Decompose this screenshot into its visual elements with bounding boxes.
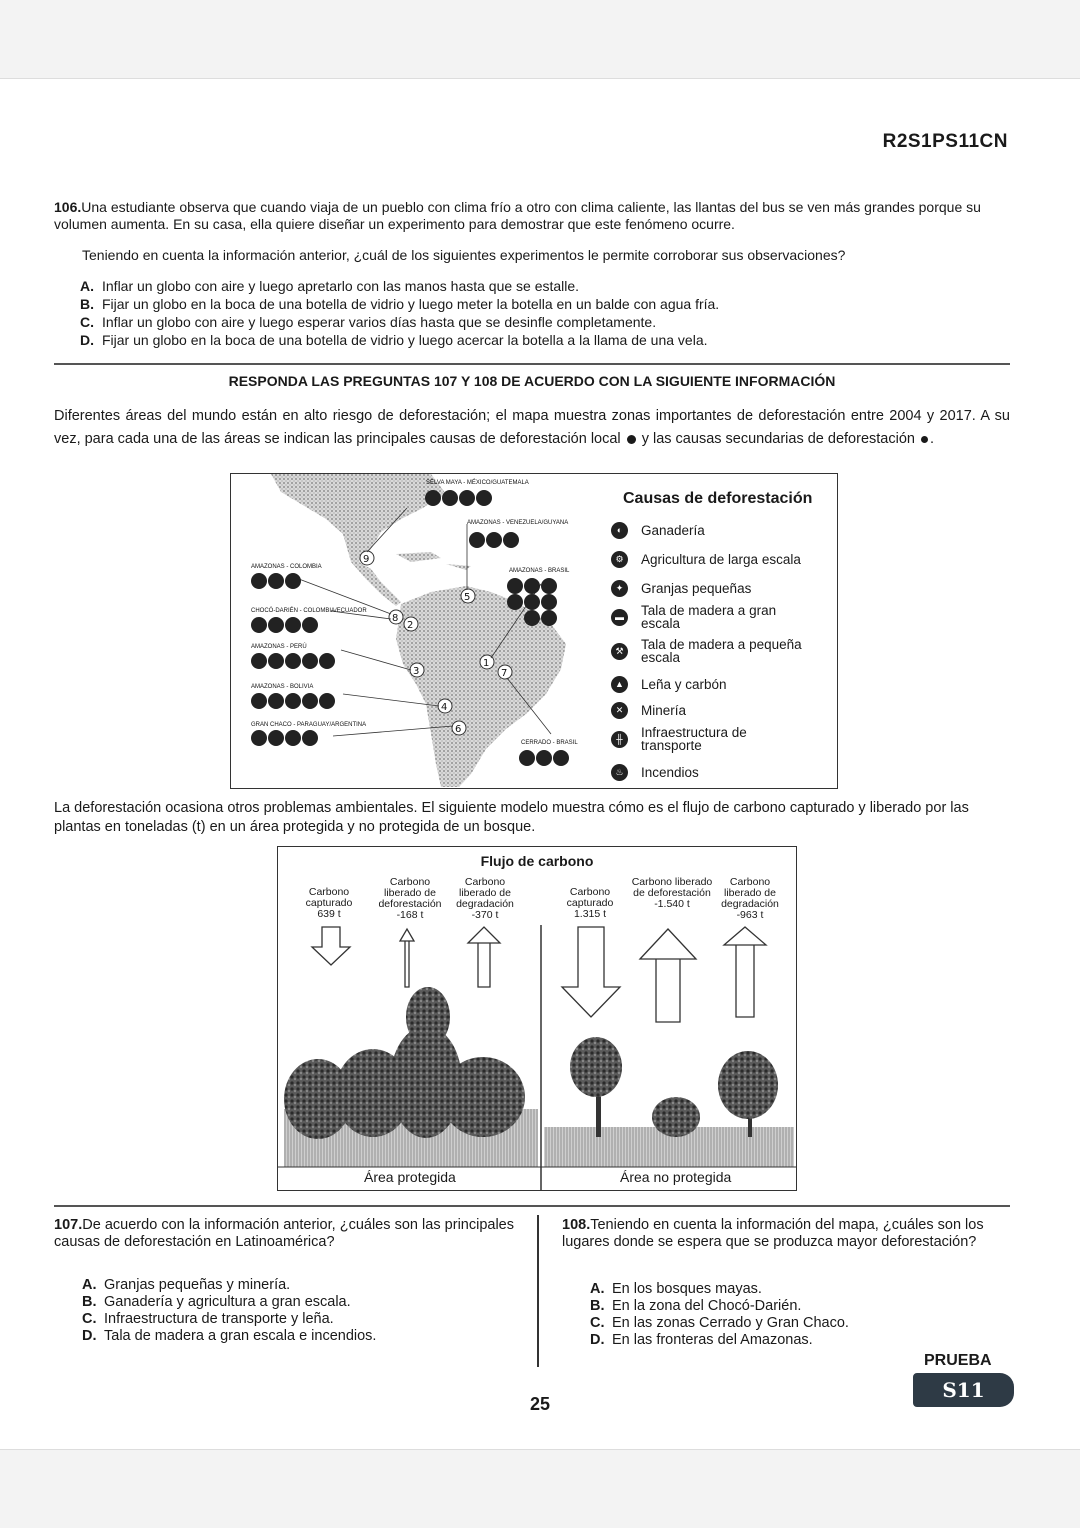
secondary-cause-dot-icon [921, 436, 928, 443]
tractor-icon: ⚙ [611, 551, 628, 568]
flux-title: Flujo de carbono [480, 853, 594, 869]
svg-text:4: 4 [441, 702, 448, 713]
unprotected-forest [544, 1037, 794, 1167]
question-106 [54, 199, 1014, 350]
map-marker-8 [389, 610, 403, 624]
question-stem: Una estudiante observa que cuando viaja de un pueblo con clima frío a otro con clima caliente, las llantas del bus se ven más grandes porque su volumen aumenta. En su casa, ella quiere diseñar un experimento para demostrar que este fenómeno ocurre. [54, 199, 981, 232]
option-d[interactable]: D. Tala de madera a gran escala e incendios. [82, 1328, 377, 1344]
protected-forest [284, 987, 538, 1167]
question-108 [562, 1217, 1014, 1349]
region-label-cerrado: CERRADO - BRASIL [521, 740, 578, 746]
protected-degrad-arrow [468, 927, 500, 987]
road-icon: ╫ [611, 731, 628, 748]
intro-paragraph: Diferentes áreas del mundo están en alto riesgo de deforestación; el mapa muestra zonas importantes de deforestación entre 2004 y 2017. A su vez, para cada una de las áreas se indican las principales causas de deforestación local y las causas secundarias de deforestación . [54, 408, 1010, 447]
legend [609, 474, 837, 787]
test-badge: S11 [913, 1373, 1014, 1407]
latin-america-map [231, 474, 613, 787]
farm-icon: ✦ [611, 580, 628, 597]
options-list [80, 278, 1014, 349]
options-list [590, 1281, 1014, 1349]
option-d[interactable]: D. En las fronteras del Amazonas. [590, 1332, 813, 1348]
question-107 [54, 1217, 514, 1345]
option-a[interactable]: A. Granjas pequeñas y minería. [82, 1277, 291, 1293]
venezuela-cause-icons [469, 532, 519, 548]
legend-item-agricultura: ⚙ Agricultura de larga escala [611, 551, 801, 568]
svg-text:8: 8 [392, 613, 399, 624]
svg-text:3: 3 [413, 666, 420, 677]
flux-illustration [278, 847, 796, 1190]
maya-cause-icons [425, 490, 492, 506]
unprotected-degrad-arrow [724, 927, 766, 1017]
primary-cause-dot-icon [627, 435, 636, 444]
option-a[interactable]: A. Inflar un globo con aire y luego apretarlo con las manos hasta que se estalle. [80, 278, 580, 294]
option-c[interactable]: C. En las zonas Cerrado y Gran Chaco. [590, 1315, 849, 1331]
region-label-chaco: GRAN CHACO - PARAGUAY/ARGENTINA [251, 722, 367, 728]
option-c[interactable]: C. Infraestructura de transporte y leña. [82, 1311, 334, 1327]
north-america-landmass [271, 474, 446, 562]
caribbean-islands [396, 552, 471, 570]
small-logging-icon: ⚒ [611, 643, 628, 660]
large-logging-icon: ▬ [611, 609, 628, 626]
protected-captured-arrow [312, 927, 350, 965]
legend-title: Causas de deforestación [623, 490, 813, 507]
divider [54, 1205, 1010, 1207]
protected-area-label: Área protegida [364, 1169, 456, 1185]
protected-deforest-arrow [400, 929, 414, 987]
mining-icon: ✕ [611, 702, 628, 719]
region-label-brasil: AMAZONAS - BRASIL [509, 568, 570, 574]
protected-captured-label: Carbono capturado 639 t [305, 886, 353, 920]
legend-item-granjas: ✦ Granjas pequeñas [611, 580, 751, 597]
question-stem: De acuerdo con la información anterior, ¿cuáles son las principales causas de deforestación en Latinoamérica? [54, 1217, 514, 1250]
svg-text:6: 6 [455, 724, 462, 735]
option-a[interactable]: A. En los bosques mayas. [590, 1281, 762, 1297]
fire-icon: ♨ [611, 764, 628, 781]
unprotected-captured-label: Carbono capturado 1.315 t [566, 886, 614, 920]
legend-item-tala-pequena: ⚒ Tala de madera a pequeña escala [611, 638, 811, 664]
cattle-icon: ◐ [611, 522, 628, 539]
option-b[interactable]: B. En la zona del Chocó-Darién. [590, 1298, 802, 1314]
page-number: 25 [529, 1394, 551, 1414]
choco-cause-icons [251, 617, 318, 633]
options-list [82, 1277, 514, 1345]
peru-cause-icons [251, 653, 335, 669]
colombia-cause-icons [251, 573, 301, 589]
region-label-bolivia: AMAZONAS - BOLIVIA [251, 684, 314, 690]
option-d[interactable]: D. Fijar un globo en la boca de una botella de vidrio y luego acercar la botella a la llama de una vela. [80, 332, 708, 348]
legend-item-infraestructura: ╫ Infraestructura de transporte [611, 726, 791, 752]
deforestation-map-figure [230, 473, 838, 789]
legend-item-mineria: ✕ Minería [611, 702, 686, 719]
cerrado-cause-icons [519, 750, 569, 766]
carbon-paragraph: La deforestación ocasiona otros problemas ambientales. El siguiente modelo muestra cómo es el flujo de carbono capturado y liberado por las plantas en toneladas (t) en un área protegida y no protegida de un bosque. [54, 800, 969, 835]
map-marker-2 [404, 617, 418, 631]
unprotected-degrad-label: Carbono liberado de degradación -963 t [721, 876, 779, 921]
legend-item-ganaderia: ◐ Ganadería [611, 522, 705, 539]
unprotected-captured-arrow [562, 927, 620, 1017]
region-label-peru: AMAZONAS - PERÚ [251, 644, 307, 650]
unprotected-deforest-label: Carbono liberado de deforestación -1.540 t [631, 876, 713, 910]
question-number: 108. [562, 1217, 591, 1233]
chaco-cause-icons [251, 730, 318, 746]
divider [54, 363, 1010, 365]
question-number: 107. [54, 1217, 83, 1233]
carbon-flux-figure [277, 846, 797, 1191]
bolivia-cause-icons [251, 693, 335, 709]
region-label-colombia: AMAZONAS - COLOMBIA [251, 564, 322, 570]
question-context: Teniendo en cuenta la información anterior, ¿cuál de los siguientes experimentos le permite corroborar sus observaciones? [82, 247, 846, 263]
exam-page [0, 78, 1080, 1450]
option-b[interactable]: B. Ganadería y agricultura a gran escala. [82, 1294, 351, 1310]
region-label-maya: SELVA MAYA - MÉXICO/GUATEMALA [426, 480, 529, 486]
option-c[interactable]: C. Inflar un globo con aire y luego esperar varios días hasta que se desinfle completamente. [80, 314, 657, 330]
firewood-icon: ▲ [611, 676, 628, 693]
prueba-label: PRUEBA [924, 1352, 992, 1369]
region-label-choco: CHOCÓ-DARIÉN - COLOMBIA/ECUADOR [251, 608, 367, 614]
map-marker-7 [498, 665, 512, 679]
protected-degrad-label: Carbono liberado de degradación -370 t [456, 876, 514, 921]
map-marker-6 [452, 721, 466, 735]
instruction-heading: RESPONDA LAS PREGUNTAS 107 Y 108 DE ACUERDO CON LA SIGUIENTE INFORMACIÓN [228, 373, 836, 389]
unprotected-deforest-arrow [640, 929, 696, 1022]
svg-text:9: 9 [363, 554, 370, 565]
map-marker-5 [461, 589, 475, 603]
unprotected-area-label: Área no protegida [620, 1169, 732, 1185]
svg-text:5: 5 [464, 592, 471, 603]
exam-code: R2S1PS11CN [882, 131, 1008, 152]
legend-item-tala-gran: ▬ Tala de madera a gran escala [611, 604, 811, 630]
question-stem: Teniendo en cuenta la información del mapa, ¿cuáles son los lugares donde se espera que se produzca mayor deforestación? [562, 1217, 984, 1250]
map-marker-3 [410, 663, 424, 677]
map-marker-9 [360, 551, 374, 565]
question-number: 106. [54, 199, 82, 215]
column-divider [537, 1215, 539, 1367]
svg-text:7: 7 [501, 668, 508, 679]
map-marker-4 [438, 699, 452, 713]
legend-item-lena: ▲ Leña y carbón [611, 676, 727, 693]
svg-text:1: 1 [483, 658, 490, 669]
protected-deforest-label: Carbono liberado de deforestación -168 t [378, 876, 442, 921]
svg-text:2: 2 [407, 620, 414, 631]
legend-item-incendios: ♨ Incendios [611, 764, 699, 781]
region-label-venezuela: AMAZONAS - VENEZUELA/GUYANA [467, 520, 569, 526]
option-b[interactable]: B. Fijar un globo en la boca de una botella de vidrio y luego meter la botella en un balde con agua fría. [80, 296, 720, 312]
